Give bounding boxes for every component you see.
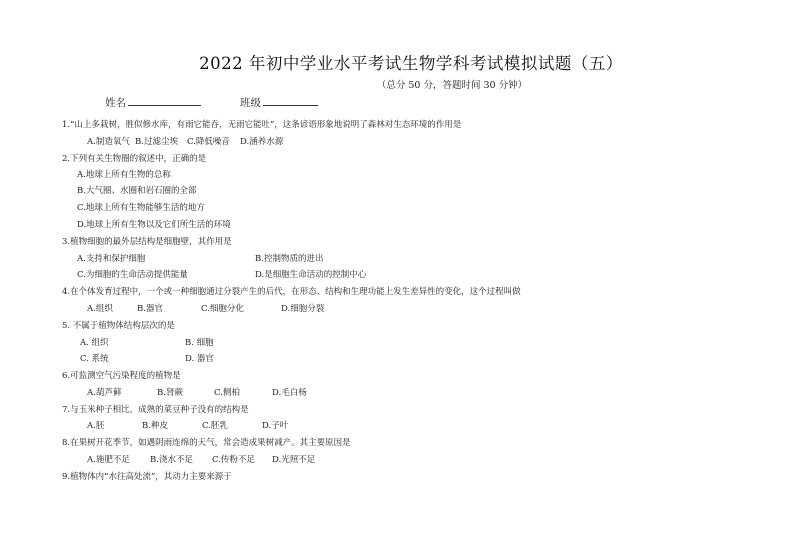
option: A.葫芦藓 bbox=[87, 388, 122, 398]
option: B.浇水不足 bbox=[150, 455, 193, 465]
option: D.子叶 bbox=[262, 421, 289, 431]
class-field bbox=[240, 94, 318, 110]
option: B.大气圈、水圈和岩石圈的全部 bbox=[77, 186, 197, 196]
question-stem: 4.在个体发育过程中，一个或一种细胞通过分裂产生的后代，在形态、结构和生理功能上发生差异性的变化，这个过程叫做 bbox=[62, 287, 521, 297]
option: A.施肥不足 bbox=[87, 455, 130, 465]
question-stem: 6.可监测空气污染程度的植物是 bbox=[62, 371, 181, 381]
option: D.光照不足 bbox=[272, 455, 316, 465]
option-row bbox=[62, 388, 402, 399]
option: D.毛白杨 bbox=[272, 388, 307, 398]
option: B.种皮 bbox=[142, 421, 168, 431]
option: A.地球上所有生物的总称 bbox=[77, 170, 171, 180]
option: D.涵养水源 bbox=[240, 137, 284, 147]
option: C.胚乳 bbox=[202, 421, 228, 431]
question-stem: 9.植物体内“水往高处流”，其动力主要来源于 bbox=[62, 472, 232, 482]
option-row bbox=[62, 137, 402, 148]
name-field bbox=[105, 94, 201, 110]
option: D.是细胞生命活动的控制中心 bbox=[255, 270, 367, 280]
option: C.传粉不足 bbox=[212, 455, 255, 465]
question-stem: 7.与玉米种子相比，成熟的菜豆种子没有的结构是 bbox=[62, 405, 249, 415]
option: A.组织 bbox=[87, 304, 113, 314]
class-blank bbox=[263, 94, 318, 106]
option-row bbox=[62, 421, 402, 432]
question-stem: 8.在果树开花季节，如遇阴雨连绵的天气，常会造成果树减产。其主要原因是 bbox=[62, 438, 351, 448]
option: C.为细胞的生命活动提供能量 bbox=[77, 270, 188, 280]
option: C. 系统 bbox=[80, 354, 109, 364]
question-stem: 2.下列有关生物圈的叙述中，正确的是 bbox=[62, 154, 207, 164]
option: B.器官 bbox=[137, 304, 163, 314]
option: B.过滤尘埃 bbox=[135, 137, 178, 147]
option: B.肾蕨 bbox=[157, 388, 183, 398]
exam-subtitle: （总分 50 分，答题时间 30 分钟） bbox=[376, 80, 528, 91]
class-label: 班级 bbox=[240, 97, 261, 109]
option: D.地球上所有生物以及它们所生活的环境 bbox=[77, 220, 231, 230]
name-label: 姓名 bbox=[105, 97, 126, 109]
option: A.支持和保护细胞 bbox=[77, 254, 146, 264]
option: D. 器官 bbox=[185, 354, 214, 364]
option: C.降低噪音 bbox=[187, 137, 230, 147]
option: C.细胞分化 bbox=[201, 304, 244, 314]
option: A. 组织 bbox=[80, 338, 109, 348]
page-title: 2022 年初中学业水平考试生物学科考试模拟试题（五） bbox=[199, 54, 623, 73]
option: D.细胞分裂 bbox=[281, 304, 325, 314]
question-stem: 3.植物细胞的最外层结构是细胞壁，其作用是 bbox=[62, 237, 232, 247]
option-row bbox=[62, 304, 402, 315]
option: C.侧柏 bbox=[214, 388, 240, 398]
question-stem: 5. 不属于植物体结构层次的是 bbox=[62, 321, 175, 331]
option-row bbox=[62, 455, 402, 466]
option: B.控制物质的进出 bbox=[255, 254, 324, 264]
question-stem: 1.“山上多栽树，胜似修水库，有雨它能吞，无雨它能吐”，这条谚语形象地说明了森林对生态环境的作用是 bbox=[62, 120, 462, 130]
option: A.制造氧气 bbox=[87, 137, 130, 147]
option: A.胚 bbox=[87, 421, 105, 431]
name-blank bbox=[128, 94, 201, 106]
option: B. 细胞 bbox=[185, 338, 214, 348]
option: C.地球上所有生物能够生活的地方 bbox=[77, 203, 205, 213]
